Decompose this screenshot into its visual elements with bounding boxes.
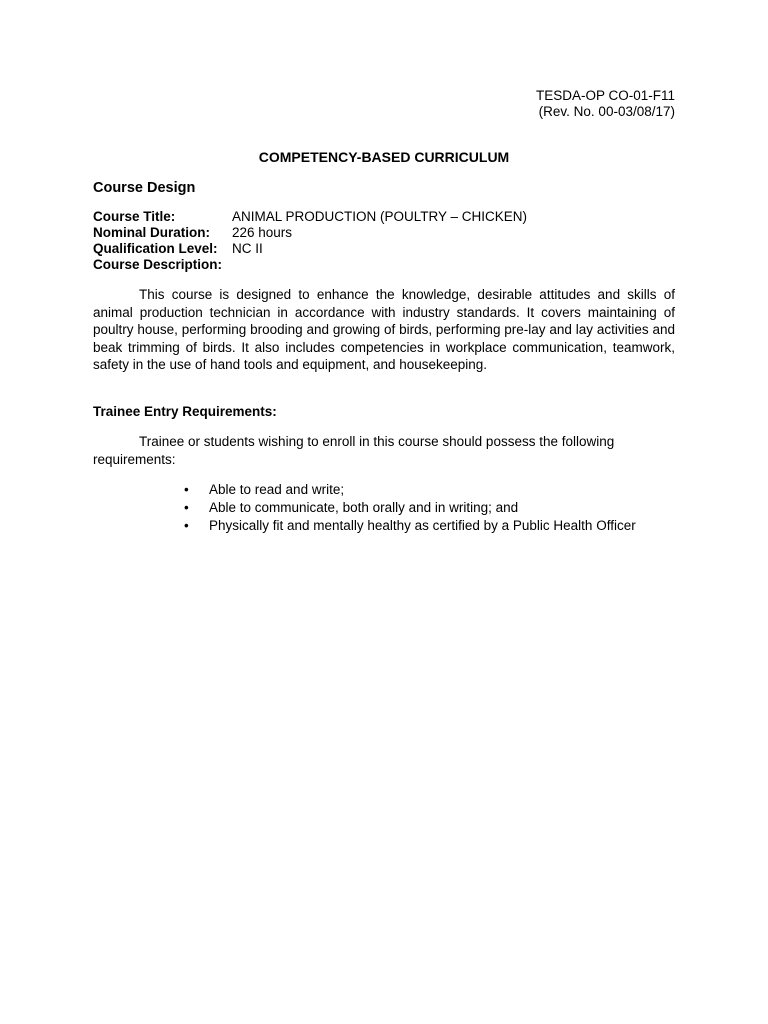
nominal-duration-label: Nominal Duration:	[93, 225, 210, 240]
requirement-text: Physically fit and mentally healthy as certified by a Public Health Officer	[209, 518, 636, 533]
section-heading-course-design: Course Design	[93, 180, 196, 196]
revision-number: (Rev. No. 00-03/08/17)	[538, 104, 675, 119]
qualification-level-value: NC II	[232, 241, 263, 256]
qualification-level-row	[93, 241, 527, 257]
course-title-value: ANIMAL PRODUCTION (POULTRY – CHICKEN)	[232, 209, 528, 224]
course-description-label: Course Description:	[93, 257, 223, 272]
requirements-list	[184, 481, 636, 535]
nominal-duration-value: 226 hours	[232, 225, 293, 240]
form-code-block	[536, 88, 675, 120]
bullet-icon: •	[184, 482, 189, 497]
entry-requirements-intro: Trainee or students wishing to enroll in this course should possess the following requirements:	[93, 434, 615, 467]
course-description-paragraph: This course is designed to enhance the knowledge, desirable attitudes and skills of animal production technician in accordance with industry standards. It covers maintaining of poultry house, performing brooding and growing of birds, performing pre-lay and lay activities and beak trimming of birds. It also includes competencies in workplace communication, teamwork, safety in the use of hand tools and equipment, and housekeeping.	[93, 287, 675, 373]
course-title-label: Course Title:	[93, 209, 176, 224]
document-title: COMPETENCY-BASED CURRICULUM	[258, 149, 510, 165]
list-item	[184, 499, 636, 517]
entry-requirements-heading: Trainee Entry Requirements:	[93, 404, 277, 419]
course-info-table	[93, 209, 527, 273]
form-code: TESDA-OP CO-01-F11	[535, 88, 675, 103]
requirement-text: Able to communicate, both orally and in writing; and	[209, 500, 519, 515]
list-item	[184, 517, 636, 535]
nominal-duration-row	[93, 225, 527, 241]
list-item	[184, 481, 636, 499]
requirement-text: Able to read and write;	[209, 482, 345, 497]
course-description-row	[93, 257, 527, 273]
qualification-level-label: Qualification Level:	[93, 241, 218, 256]
bullet-icon: •	[184, 518, 189, 533]
bullet-icon: •	[184, 500, 189, 515]
course-title-row	[93, 209, 527, 225]
